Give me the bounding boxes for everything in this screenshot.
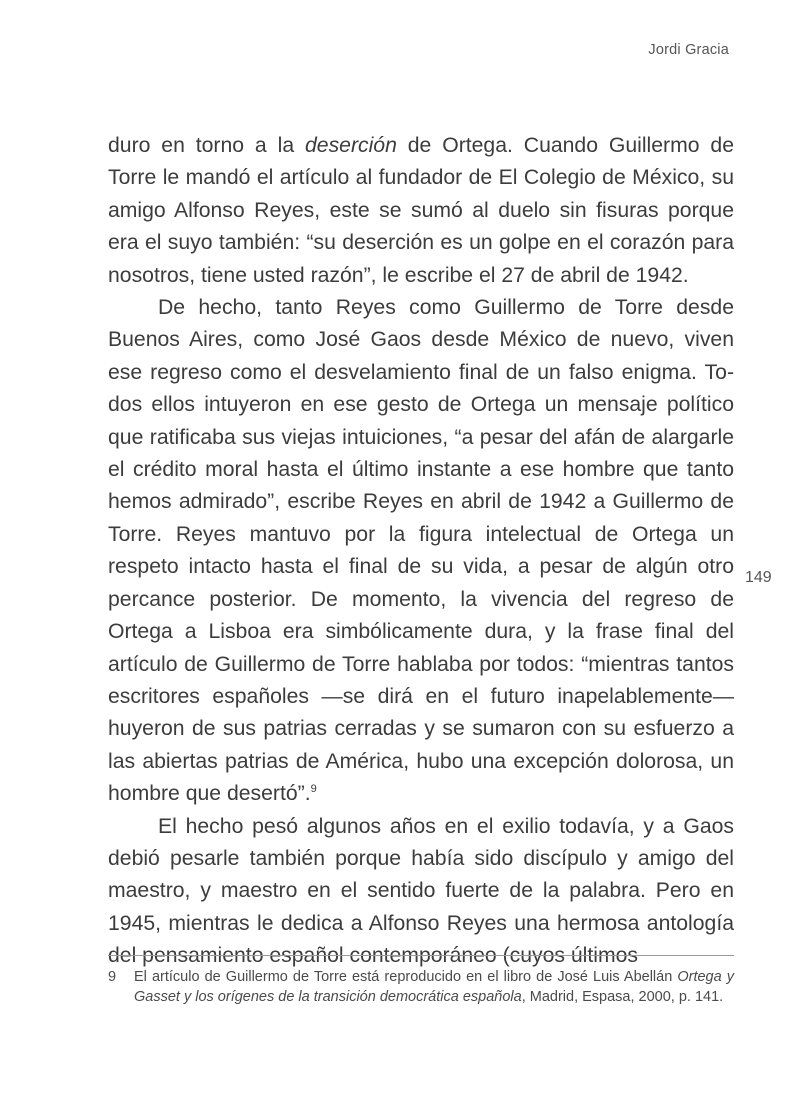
paragraph-2-text: De hecho, tanto Reyes como Guillermo de Torre desde Buenos Aires, como José Gaos desde México de nuevo, viven ese regreso como el desvelamiento final de un falso enigma. Todos ellos intuyeron en ese gesto de Ortega un mensaje político que ratificaba sus viejas intuiciones, “a pesar del afán de alargarle el crédito moral hasta el último instante a ese hombre que tanto hemos admirado”, escribe Reyes en abril de 1942 a Guillermo de Torre. Reyes mantuvo por la figura intelectual de Ortega un respeto intacto hasta el final de su vida, a pesar de algún otro percance posterior. De momento, la vivencia del regreso de Ortega a Lisboa era simbólicamente dura, y la frase final del artículo de Guillermo de Torre hablaba por todos: “mientras tantos escritores españoles —se dirá en el futuro inapelablemente— huyeron de sus patrias cerradas y se sumaron con su esfuerzo a las abiertas patrias de América, hubo una excepción dolorosa, un hombre que desertó”. (108, 296, 734, 806)
footnote-number: 9 (108, 969, 117, 985)
paragraph-1-text-c: de Ortega. Cuando Guillermo de Torre le mandó el artículo al fundador de El Colegio de México, su amigo Alfonso Reyes, este se sumó al duelo sin fisuras porque era el suyo también: “su deserción es un golpe en el corazón para nosotros, tiene usted razón”, le escribe el 27 de abril de 1942. (108, 134, 734, 287)
footnote-9 (108, 968, 734, 1007)
footnote-reference: 9 (310, 783, 317, 796)
paragraph-1 (108, 130, 734, 292)
paragraph-1-text-a: duro en torno a la (108, 134, 305, 157)
paragraph-3 (108, 811, 734, 973)
running-head-author: Jordi Gracia (648, 42, 729, 58)
footnote-text-a: El artículo de Guillermo de Torre está reproducido en el libro de José Luis Abellán (134, 969, 678, 985)
paragraph-3-text: El hecho pesó algunos años en el exilio todavía, y a Gaos debió pesarle también porque había sido discípulo y amigo del maestro, y maestro en el sentido fuerte de la palabra. Pero en 1945, mientras le dedica a Alfonso Reyes una hermosa antología del pensamiento español contemporáneo (cuyos últimos (108, 814, 734, 968)
footnote-book-title: Ortega y Gasset y los orígenes de la transición democrática española (134, 969, 735, 1005)
page-number: 149 (745, 569, 772, 586)
footnote-divider (108, 955, 734, 956)
paragraph-2 (108, 292, 734, 811)
footnote-text (134, 968, 734, 1007)
body-text (108, 130, 734, 973)
paragraph-1-italic: deserción (305, 134, 397, 157)
footnote-text-c: , Madrid, Espasa, 2000, p. 141. (521, 988, 724, 1005)
